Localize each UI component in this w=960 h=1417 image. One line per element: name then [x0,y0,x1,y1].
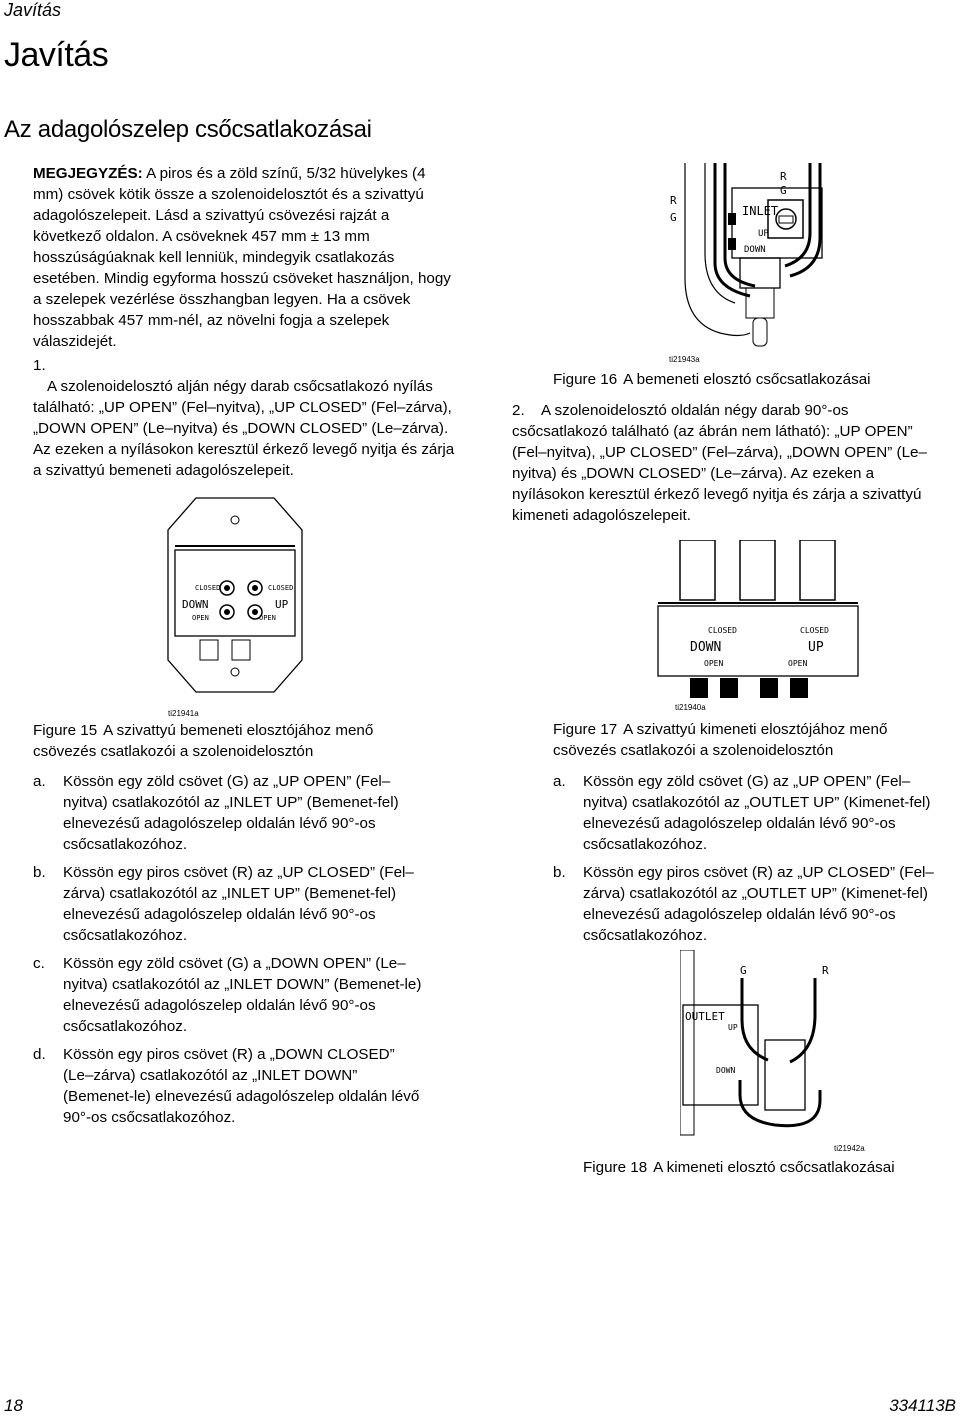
page-number: 18 [4,1396,23,1415]
figure-17-drawing [650,540,870,698]
section-title: Az adagolószelep csőcsatlakozásai [4,116,372,143]
inlet-step-c: c. Kössön egy zöld csövet (G) a „DOWN OPEN” (Le–nyitva) csatlakozótól az „INLET DOWN” (Bemenet-le) elnevezésű adagolószelep oldalán lévő 90°-os csőcsatlakozóhoz. [33,955,422,1035]
fig16-r-left-label: R [670,194,677,207]
fig18-outlet-label: OUTLET [685,1010,725,1023]
step-2 [512,400,932,526]
figure-16-caption [553,369,953,390]
fig18-up-label: UP [728,1023,738,1032]
fig15-closed-right-label: CLOSED [268,584,294,592]
figure-15-drawing [160,490,310,700]
fig16-up-label: UP [758,229,769,239]
step-2-number: 2. [512,402,525,419]
fig16-down-label: DOWN [744,245,766,255]
fig16-g-left-label: G [670,211,677,224]
figure-15-caption-text: A szivattyú bemeneti elosztójához menő csövezés csatlakozói a szolenoidelosztón [33,722,374,760]
figure-15-caption [33,720,433,762]
step-1-text: A szolenoidelosztó alján négy darab csőcsatlakozó nyílás található: „UP OPEN” (Fel–nyitva), „UP CLOSED” (Fel–zárva), „DOWN OPEN” (Le–nyitva) és „DOWN CLOSED” (Le–zárva). Az ezeken a nyílásokon keresztül érkező levegő nyitja és zárja a szivattyú bemeneti adagolószelepeit. [33,378,455,479]
fig17-down-label: DOWN [690,640,722,655]
fig18-down-label: DOWN [716,1066,736,1075]
figure-17-id: ti21940a [675,703,706,712]
fig16-inlet-label: INLET [742,204,779,218]
figure-17-number: Figure 17 [553,721,618,738]
fig18-g-label: G [740,964,747,977]
note-text: A piros és a zöld színű, 5/32 hüvelykes (4 mm) csövek kötik össze a szolenoidelosztót és a szivattyú adagolószelepeit. Lásd a szivattyú csövezési rajzát a következő oldalon. A csöveknek 457 mm ± 13 mm hosszúságúaknak kell lenniük, mindegyik csatlakozás esetében. Mindig egyforma hosszú csöveket használjon, hogy a szelepek vezérlése összhangban legyen. Ha a csövek hosszabbak 457 mm-nél, az növelni fogja a szelepek válaszidejét. [33,165,451,350]
fig16-g-right-label: G [780,184,787,197]
fig17-closed-right-label: CLOSED [800,626,829,635]
document-number: 334113B [889,1396,956,1415]
outlet-step-a: a. Kössön egy zöld csövet (G) az „UP OPEN” (Fel–nyitva) csatlakozótól az „OUTLET UP” (Kimenet-fel) elnevezésű adagolószelep oldalán lévő 90°-os csőcsatlakozóhoz. [553,773,931,853]
figure-16-id: ti21943a [669,355,700,364]
step-1-number: 1. [33,357,46,374]
fig15-down-label: DOWN [182,598,209,611]
running-head: Javítás [4,0,62,20]
fig15-open-right-label: OPEN [259,614,276,622]
outlet-step-b: b. Kössön egy piros csövet (R) az „UP CLOSED” (Fel–zárva) csatlakozótól az „OUTLET UP” (Kimenet-fel) elnevezésű adagolószelep oldalán lévő 90°-os csőcsatlakozóhoz. [553,864,934,944]
figure-15-id: ti21941a [168,709,199,718]
inlet-step-a: a. Kössön egy zöld csövet (G) az „UP OPEN” (Fel–nyitva) csatlakozótól az „INLET UP” (Bemenet-fel) elnevezésű adagolószelep oldalán lévő 90°-os csőcsatlakozóhoz. [33,773,399,853]
fig17-up-label: UP [808,640,824,655]
figure-15-number: Figure 15 [33,722,98,739]
figure-16-caption-text: A bemeneti elosztó csőcsatlakozásai [623,371,871,388]
note-label: MEGJEGYZÉS: [33,165,143,182]
inlet-step-d: d. Kössön egy piros csövet (R) a „DOWN CLOSED” (Le–zárva) csatlakozótól az „INLET DOWN” (Bemenet-le) elnevezésű adagolószelep oldalán lévő 90°-os csőcsatlakozóhoz. [33,1046,420,1126]
step-2-text: A szolenoidelosztó oldalán négy darab 90°-os csőcsatlakozó található (az ábrán nem látható): „UP OPEN” (Fel–nyitva), „UP CLOSED” (Fel–zárva), „DOWN OPEN” (Le–nyitva) és „DOWN CLOSED” (Le–zárva). Az ezeken a nyílásokon keresztül érkező levegő nyitja és zárja a szivattyú kimeneti adagolószelepeit. [512,402,927,524]
note-paragraph [33,163,453,352]
figure-18-drawing [680,950,880,1138]
fig15-up-label: UP [275,598,289,611]
fig15-open-left-label: OPEN [192,614,209,622]
fig18-r-label: R [822,964,829,977]
figure-18-number: Figure 18 [583,1159,648,1176]
page-title: Javítás [4,36,109,74]
fig17-open-right-label: OPEN [788,659,808,668]
figure-16-number: Figure 16 [553,371,618,388]
figure-16-drawing [660,158,845,356]
fig15-closed-left-label: CLOSED [195,584,221,592]
fig16-r-right-label: R [780,170,787,183]
step-1 [33,355,458,481]
figure-18-caption-text: A kimeneti elosztó csőcsatlakozásai [653,1159,895,1176]
figure-18-id: ti21942a [834,1144,865,1153]
fig17-open-left-label: OPEN [704,659,724,668]
figure-17-caption-text: A szivattyú kimeneti elosztójához menő csövezés csatlakozói a szolenoidelosztón [553,721,888,759]
fig17-closed-left-label: CLOSED [708,626,737,635]
figure-17-caption [553,719,943,761]
inlet-step-b: b. Kössön egy piros csövet (R) az „UP CLOSED” (Fel–zárva) csatlakozótól az „INLET UP” (Bemenet-fel) elnevezésű adagolószelep oldalán lévő 90°-os csőcsatlakozóhoz. [33,864,414,944]
figure-18-caption [583,1157,953,1178]
